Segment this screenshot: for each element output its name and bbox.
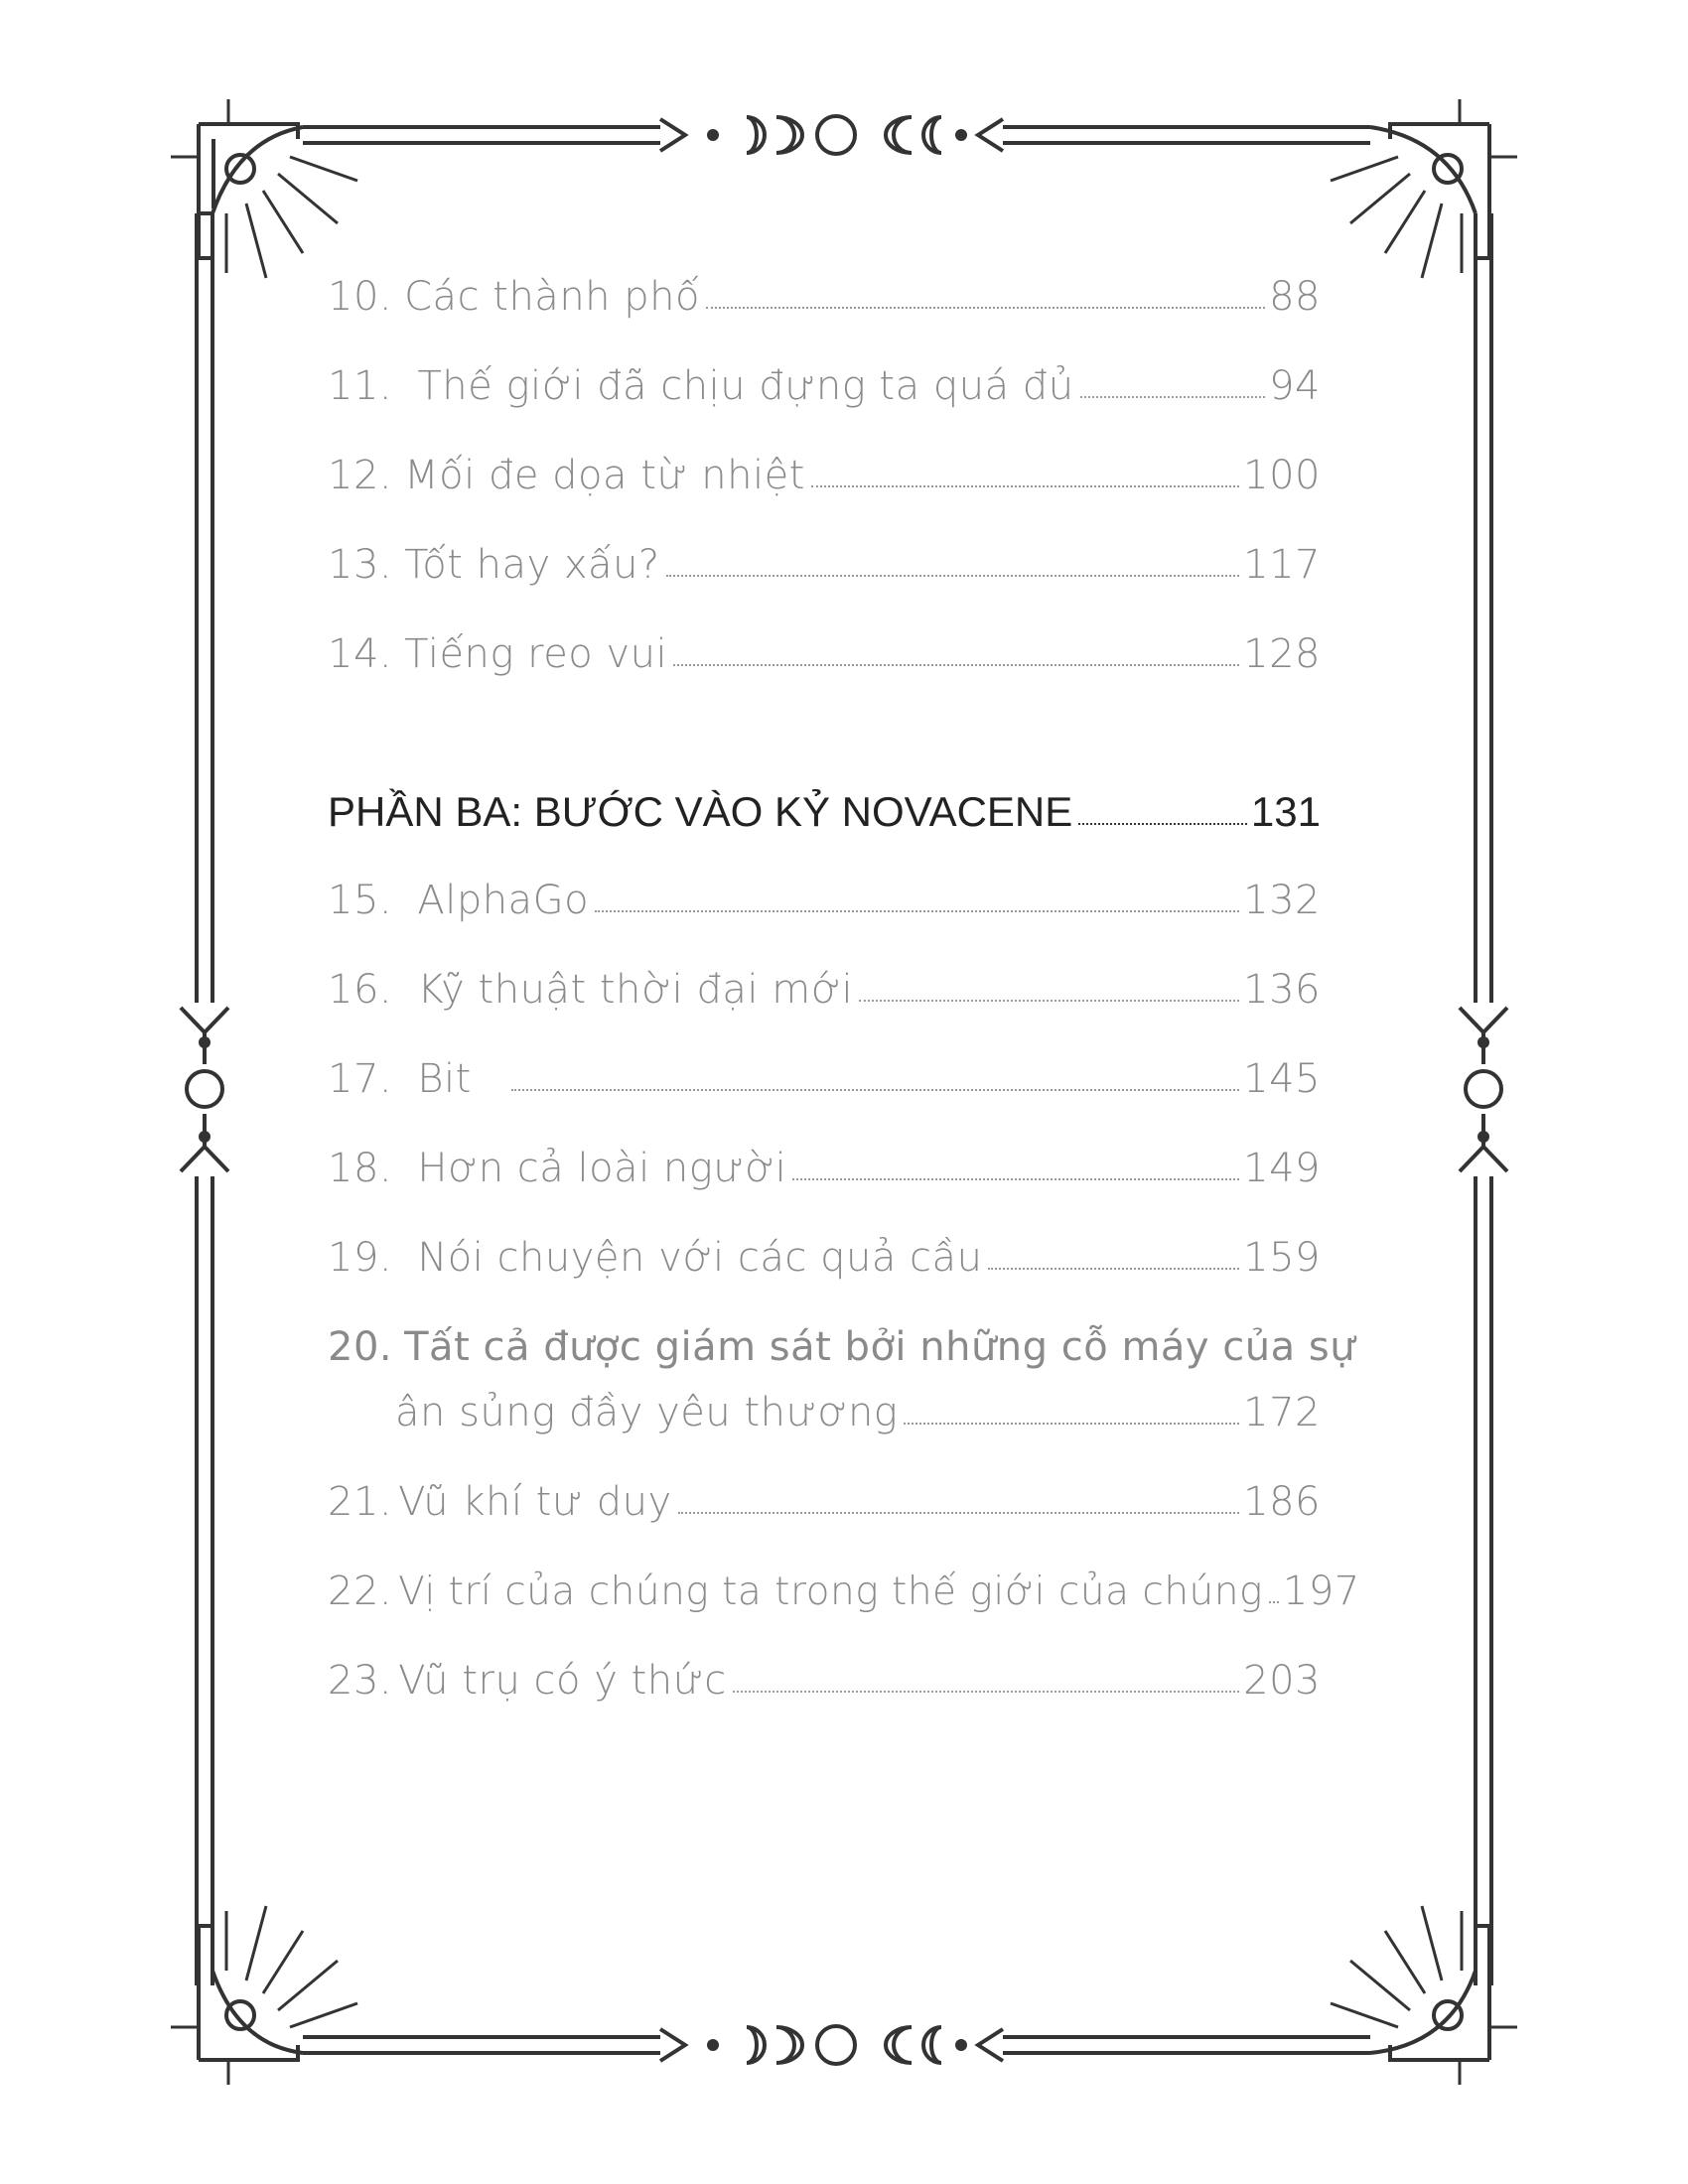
entry-page: 186 — [1243, 1479, 1321, 1525]
entry-page: 88 — [1269, 274, 1321, 320]
dot-leader — [859, 1000, 1239, 1002]
entry-number: 11. — [328, 363, 393, 409]
entry-number: 10. — [328, 274, 393, 320]
entry-page: 149 — [1243, 1146, 1321, 1191]
entry-title: Tất cả được giám sát bởi những cỗ máy của sự — [404, 1324, 1356, 1370]
dot-leader — [811, 485, 1239, 487]
entry-number: 14. — [328, 631, 393, 677]
dot-leader — [792, 1178, 1239, 1180]
entry-title: Hơn cả loài người — [404, 1146, 787, 1191]
entry-page: 117 — [1243, 542, 1321, 588]
entry-page: 128 — [1243, 631, 1321, 677]
entry-number: 21. — [328, 1479, 393, 1525]
entry-title: AlphaGo — [404, 878, 590, 923]
entry-title: Bit — [404, 1056, 472, 1102]
entry-page: 159 — [1243, 1235, 1321, 1281]
section-page: 131 — [1250, 788, 1321, 835]
entry-number: 22. — [328, 1569, 393, 1614]
toc-entry-15[interactable] — [328, 862, 1321, 923]
toc-entry-22[interactable] — [328, 1553, 1360, 1614]
entry-title: Thế giới đã chịu đựng ta quá đủ — [404, 363, 1074, 409]
toc-entry-13[interactable] — [328, 526, 1321, 588]
entry-number: 20. — [328, 1324, 393, 1370]
toc-entry-23[interactable] — [328, 1642, 1321, 1704]
entry-number: 17. — [328, 1056, 393, 1102]
entry-title: Tốt hay xấu? — [404, 542, 660, 588]
toc-entry-12[interactable] — [328, 437, 1321, 498]
section-title: PHẦN BA: BƯỚC VÀO KỶ NOVACENE — [328, 788, 1073, 835]
dot-leader — [1080, 396, 1266, 398]
entry-page: 203 — [1243, 1658, 1321, 1704]
toc-entry-19[interactable] — [328, 1219, 1321, 1281]
entry-page: 172 — [1243, 1390, 1321, 1435]
entry-number: 15. — [328, 878, 393, 923]
dot-leader — [988, 1268, 1239, 1270]
entry-title: Kỹ thuật thời đại mới — [404, 967, 854, 1013]
dot-leader — [595, 910, 1239, 912]
dot-leader — [1269, 1601, 1279, 1603]
entry-title: Mối đe dọa từ nhiệt — [404, 453, 805, 498]
toc-entry-20-line1[interactable] — [328, 1308, 1356, 1370]
entry-title: Vũ trụ có ý thức — [398, 1658, 727, 1704]
entry-number: 18. — [328, 1146, 393, 1191]
dot-leader — [1078, 823, 1247, 825]
entry-number: 19. — [328, 1235, 393, 1281]
entry-title: Tiếng reo vui — [404, 631, 668, 677]
dot-leader — [666, 575, 1239, 577]
toc-entry-16[interactable] — [328, 951, 1321, 1013]
entry-number: 16. — [328, 967, 393, 1013]
dot-leader — [673, 664, 1239, 666]
entry-page: 197 — [1282, 1569, 1360, 1614]
entry-number: 12. — [328, 453, 393, 498]
dot-leader — [733, 1691, 1239, 1693]
toc-entry-21[interactable] — [328, 1463, 1321, 1525]
dot-leader — [904, 1423, 1239, 1425]
dot-leader — [511, 1089, 1239, 1091]
entry-title: Các thành phố — [404, 274, 700, 320]
entry-page: 136 — [1243, 967, 1321, 1013]
entry-title: Vũ khí tư duy — [398, 1479, 672, 1525]
entry-page: 132 — [1243, 878, 1321, 923]
toc-section-heading[interactable] — [328, 774, 1321, 836]
entry-number: 23. — [328, 1658, 393, 1704]
toc-entry-11[interactable] — [328, 347, 1321, 409]
toc-entry-10[interactable] — [328, 258, 1321, 320]
entry-title-continued: ân sủng đầy yêu thương — [395, 1390, 899, 1435]
entry-page: 100 — [1243, 453, 1321, 498]
toc-entry-18[interactable] — [328, 1130, 1321, 1191]
entry-page: 94 — [1269, 363, 1321, 409]
toc-entry-20-line2[interactable] — [395, 1374, 1321, 1435]
toc-entry-17[interactable] — [328, 1040, 1321, 1102]
entry-page: 145 — [1243, 1056, 1321, 1102]
entry-number: 13. — [328, 542, 393, 588]
dot-leader — [678, 1512, 1239, 1514]
dot-leader — [706, 307, 1265, 309]
entry-title: Vị trí của chúng ta trong thế giới của chúng — [398, 1570, 1263, 1614]
toc-entry-14[interactable] — [328, 615, 1321, 677]
entry-title: Nói chuyện với các quả cầu — [404, 1235, 983, 1281]
